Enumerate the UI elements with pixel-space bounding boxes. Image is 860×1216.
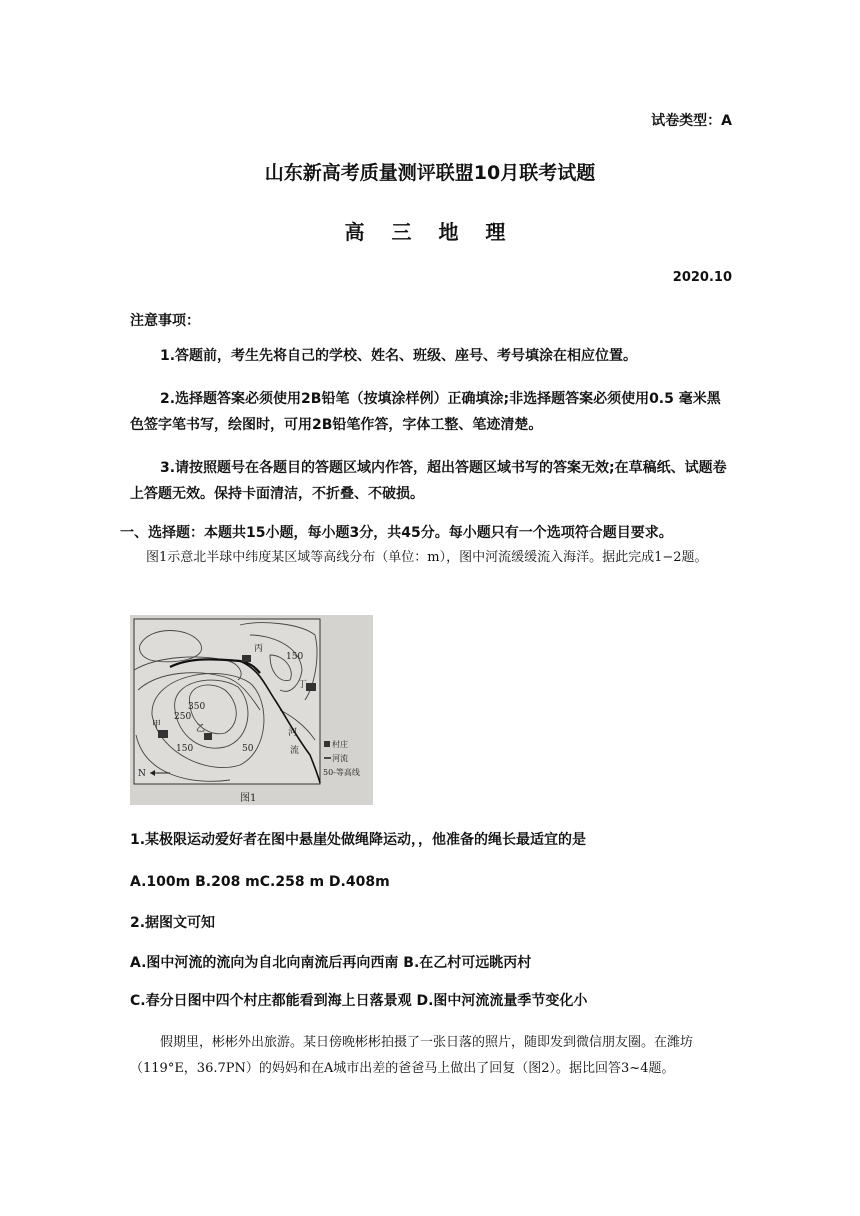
label-350: 350 — [188, 702, 206, 712]
village-ding-mark — [306, 683, 316, 691]
notice-item-3-text: 3.请按照题号在各题目的答题区域内作答，超出答题区域书写的答案无效;在草稿纸、试题卷上答题无效。保持卡面清洁，不折叠、不破损。 — [130, 460, 727, 502]
label-liu: 流 — [290, 746, 300, 756]
passage-2-text: 假期里，彬彬外出旅游。某日傍晚彬彬拍摄了一张日落的照片，随即发到微信朋友圈。在潍坊（119°E，36.7PN）的妈妈和在A城市出差的爸爸马上做出了回复（图2）。据比回答3~4题。 — [130, 1035, 694, 1076]
village-jia-mark — [158, 730, 168, 738]
label-ding: 丁 — [298, 680, 308, 690]
section-intro: 图1示意北半球中纬度某区域等高线分布（单位：m），图中河流缓缓流入海洋。据此完成1−2题。 — [146, 550, 708, 565]
figure-1-caption: 图1 — [240, 793, 257, 804]
village-bing-mark — [242, 655, 251, 662]
exam-subject: 高 三 地 理 — [344, 220, 516, 244]
exam-title: 山东新高考质量测评联盟10月联考试题 — [264, 162, 596, 184]
label-150-a: 150 — [286, 652, 304, 662]
legend-river: 河流 — [332, 754, 348, 763]
label-250: 250 — [174, 712, 192, 722]
notice-heading: 注意事项： — [130, 313, 200, 329]
notice-item-1-text: 1.答题前，考生先将自己的学校、姓名、班级、座号、考号填涂在相应位置。 — [160, 348, 638, 364]
label-he: 河 — [288, 728, 298, 738]
label-yi: 乙 — [196, 724, 206, 734]
question-2-options-ab: A.图中河流的流向为自北向南流后再向西南 B.在乙村可远眺丙村 — [130, 955, 532, 971]
figure-1-contour-map — [130, 615, 373, 805]
notice-item-3 — [130, 455, 732, 507]
north-label: N — [138, 769, 146, 779]
question-2: 2.据图文可知 — [130, 915, 216, 931]
label-50: 50 — [242, 744, 254, 754]
legend-village: 村庄 — [332, 740, 348, 749]
notice-item-1 — [130, 343, 732, 369]
exam-date: 2020.10 — [672, 270, 732, 285]
question-1: 1.某极限运动爱好者在图中悬崖处做绳降运动，，他准备的绳长最适宜的是 — [130, 832, 587, 848]
label-150-b: 150 — [176, 744, 194, 754]
map-frame — [134, 619, 320, 784]
legend-contour: 50-等高线 — [323, 768, 360, 777]
question-1-options: A.100m B.208 mC.258 m D.408m — [130, 874, 390, 890]
label-jia: 甲 — [152, 720, 162, 730]
question-2-options-cd: C.春分日图中四个村庄都能看到海上日落景观 D.图中河流流量季节变化小 — [130, 993, 588, 1009]
contour-map-svg — [130, 615, 373, 805]
map-legend — [323, 739, 360, 777]
village-yi-mark — [204, 733, 212, 740]
paper-type-label: 试卷类型：A — [651, 113, 732, 129]
notice-item-2 — [130, 386, 732, 438]
notice-item-2-text: 2.选择题答案必须使用2B铅笔（按填涂样例）正确填涂;非选择题答案必须使用0.5 毫米黑色签字笔书写，绘图时，可用2B铅笔作答，字体工整、笔迹清楚。 — [130, 391, 721, 433]
passage-2 — [130, 1030, 736, 1082]
label-bing: 丙 — [254, 644, 264, 654]
section-heading: 一、选择题：本题共15小题，每小题3分，共45分。每小题只有一个选项符合题目要求。 — [120, 525, 673, 541]
